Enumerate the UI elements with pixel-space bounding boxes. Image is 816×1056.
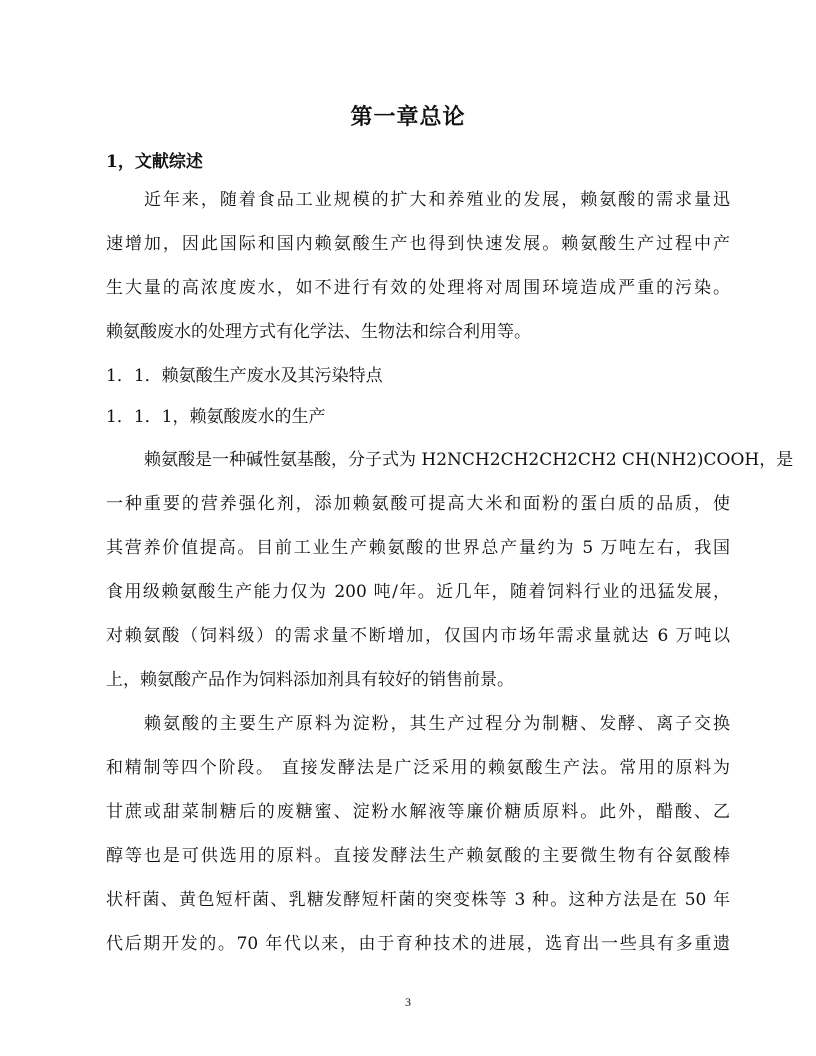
paragraph-3-line-3: 甘蔗或甜菜制糖后的废糖蜜、淀粉水解液等廉价糖质原料。此外，醋酸、乙	[106, 802, 730, 822]
paragraph-3-line-6: 代后期开发的。70 年代以来，由于育种技术的进展，选育出一些具有多重遗	[106, 934, 730, 954]
paragraph-2-line-4: 食用级赖氨酸生产能力仅为 200 吨/年。近几年，随着饲料行业的迅猛发展，	[106, 582, 730, 602]
paragraph-2-line-5: 对赖氨酸（饲料级）的需求量不断增加，仅国内市场年需求量就达 6 万吨以	[106, 626, 730, 646]
chapter-title: 第一章总论	[350, 104, 466, 130]
page-number: 3	[405, 995, 411, 1009]
section-heading-1-1: 1．1．赖氨酸生产废水及其污染特点	[106, 366, 383, 386]
paragraph-3-line-5: 状杆菌、黄色短杆菌、乳糖发酵短杆菌的突变株等 3 种。这种方法是在 50 年	[106, 890, 730, 910]
paragraph-1-line-1: 近年来，随着食品工业规模的扩大和养殖业的发展，赖氨酸的需求量迅	[144, 190, 730, 210]
section-heading-1-1-1: 1．1．1，赖氨酸废水的生产	[106, 407, 326, 427]
paragraph-1-line-4: 赖氨酸废水的处理方式有化学法、生物法和综合利用等。	[106, 322, 531, 342]
paragraph-1-line-3: 生大量的高浓度废水，如不进行有效的处理将对周围环境造成严重的污染。	[106, 278, 730, 298]
paragraph-3-line-1: 赖氨酸的主要生产原料为淀粉，其生产过程分为制糖、发酵、离子交换	[144, 714, 730, 734]
paragraph-1-line-2: 速增加，因此国际和国内赖氨酸生产也得到快速发展。赖氨酸生产过程中产	[106, 234, 730, 254]
paragraph-3-line-4: 醇等也是可供选用的原料。直接发酵法生产赖氨酸的主要微生物有谷氨酸棒	[106, 846, 730, 866]
paragraph-2-line-3: 其营养价值提高。目前工业生产赖氨酸的世界总产量约为 5 万吨左右，我国	[106, 538, 730, 558]
paragraph-2-line-6: 上，赖氨酸产品作为饲料添加剂具有较好的销售前景。	[106, 670, 514, 690]
paragraph-3-line-2: 和精制等四个阶段。 直接发酵法是广泛采用的赖氨酸生产法。常用的原料为	[106, 758, 730, 778]
paragraph-2-line-1: 赖氨酸是一种碱性氨基酸，分子式为 H2NCH2CH2CH2CH2 CH(NH2)COOH，是	[144, 450, 794, 470]
section-heading-1: 1，文献综述	[106, 152, 203, 172]
paragraph-2-line-2: 一种重要的营养强化剂，添加赖氨酸可提高大米和面粉的蛋白质的品质，使	[106, 494, 730, 514]
